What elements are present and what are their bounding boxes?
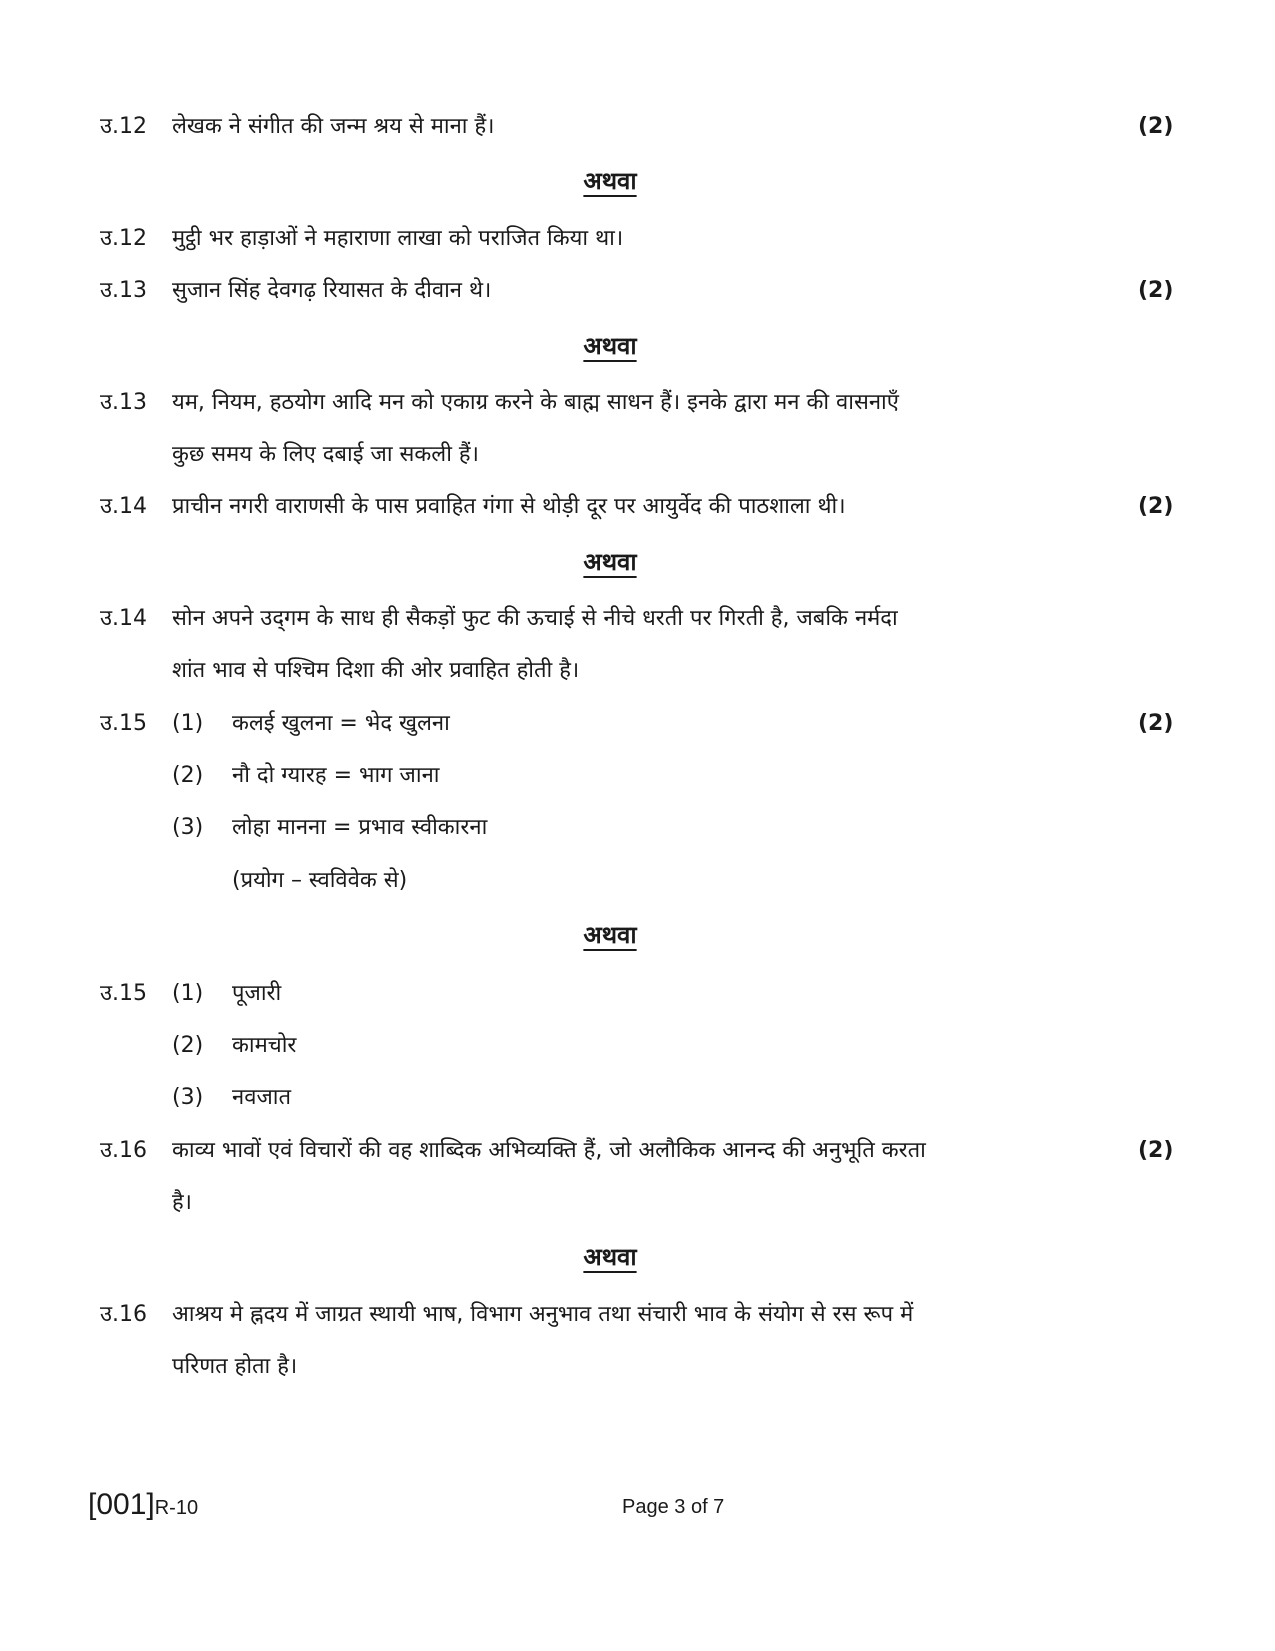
question-number: उ.13 [100,390,148,415]
marks: (2) [1138,1138,1174,1163]
or-heading: अथवा [583,1243,637,1271]
sub-number: (3) [172,815,204,840]
marks: (2) [1138,494,1174,519]
paper-code-main: [001] [88,1488,155,1521]
answer-text-continued: है। [172,1190,193,1215]
or-heading: अथवा [583,167,637,195]
answer-text: सुजान सिंह देवगढ़ रियासत के दीवान थे। [172,278,492,303]
marks: (2) [1138,711,1174,736]
question-number: उ.14 [100,494,148,519]
answer-text: प्राचीन नगरी वाराणसी के पास प्रवाहित गंगा से थोड़ी दूर पर आयुर्वेद की पाठशाला थी। [172,494,846,519]
question-number: उ.14 [100,606,148,631]
answer-text: सोन अपने उद्‌गम के साध ही सैकड़ों फुट की ऊचाई से नीचे धरती पर गिरती है, जबकि नर्मदा [172,606,898,631]
sub-text: पूजारी [232,981,282,1006]
sub-number: (1) [172,711,204,736]
question-number: उ.15 [100,711,148,736]
sub-text: कलई खुलना = भेद खुलना [232,711,450,736]
answer-text: मुट्ठी भर हाड़ाओं ने महाराणा लाखा को पराजित किया था। [172,226,624,251]
usage-note: (प्रयोग – स्वविवेक से) [232,868,408,893]
marks: (2) [1138,114,1174,139]
or-heading: अथवा [583,921,637,949]
answer-text: काव्य भावों एवं विचारों की वह शाब्दिक अभिव्यक्ति हैं, जो अलौकिक आनन्द की अनुभूति करता [172,1138,926,1163]
question-number: उ.12 [100,114,148,139]
question-number: उ.12 [100,226,148,251]
sub-number: (2) [172,1033,204,1058]
answer-text-continued: कुछ समय के लिए दबाई जा सकली हैं। [172,442,479,467]
sub-text: नौ दो ग्यारह = भाग जाना [232,763,440,788]
question-number: उ.16 [100,1302,148,1327]
question-number: उ.15 [100,981,148,1006]
or-heading: अथवा [583,548,637,576]
question-number: उ.13 [100,278,148,303]
sub-number: (1) [172,981,204,1006]
sub-number: (3) [172,1085,204,1110]
answer-text: यम, नियम, हठयोग आदि मन को एकाग्र करने के बाह्म साधन हैं। इनके द्वारा मन की वासनाएँ [172,390,899,415]
sub-text: कामचोर [232,1033,297,1058]
marks: (2) [1138,278,1174,303]
or-heading: अथवा [583,332,637,360]
page-number: Page 3 of 7 [622,1496,725,1518]
question-number: उ.16 [100,1138,148,1163]
paper-code [88,1488,198,1522]
sub-number: (2) [172,763,204,788]
sub-text: नवजात [232,1085,292,1110]
answer-text: लेखक ने संगीत की जन्म श्रय से माना हैं। [172,114,495,139]
sub-text: लोहा मानना = प्रभाव स्वीकारना [232,815,488,840]
answer-text-continued: शांत भाव से पश्चिम दिशा की ओर प्रवाहित होती है। [172,658,580,683]
answer-text: आश्रय मे ह्नदय में जाग्रत स्थायी भाष, विभाग अनुभाव तथा संचारी भाव के संयोग से रस रूप में [172,1302,914,1327]
paper-code-suffix: R-10 [154,1497,199,1519]
answer-text-continued: परिणत होता है। [172,1354,298,1379]
